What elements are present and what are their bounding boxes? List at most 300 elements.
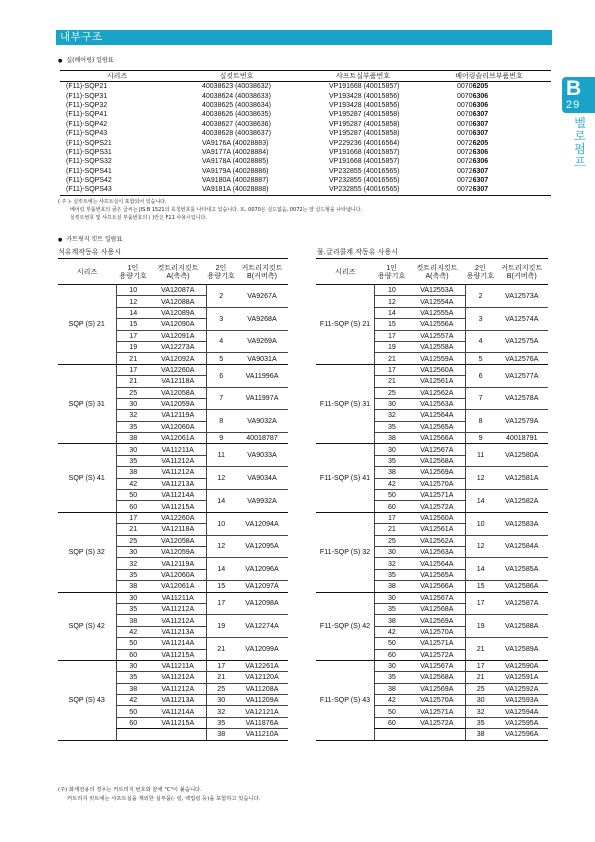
kit-b-cell: VA11997A — [236, 387, 288, 410]
kit-a-cell: VA12571A — [409, 490, 465, 501]
kit-a-cell: VA12571A — [409, 706, 465, 717]
capacity-code-cell: 3 — [465, 307, 495, 330]
capacity-code-cell: 38 — [375, 581, 409, 592]
note-line: ( 주 )- 실킷트에는 샤프트실이 포함되어 있습니다. — [58, 199, 167, 205]
kit-a-cell: VA11212A — [150, 672, 206, 683]
capacity-code-cell: 14 — [465, 558, 495, 581]
kit-b-cell: VA12584A — [496, 535, 548, 558]
kit-b-cell: VA11876A — [236, 717, 288, 728]
seal-parts-table — [60, 70, 551, 196]
kit-b-cell: VA11209A — [236, 695, 288, 706]
kit-b-cell: VA9268A — [236, 307, 288, 330]
capacity-code-cell: 38 — [116, 683, 150, 694]
kit-b-cell: VA12595A — [496, 717, 548, 728]
table-cell: 40038625 (40038634) — [202, 101, 271, 109]
series-cell: SQP (S) 41 — [58, 444, 116, 512]
kit-table-row — [316, 285, 548, 296]
capacity-code-cell: 60 — [116, 717, 150, 728]
right-table-title: 물.글리콜계 작동유 사용시 — [317, 248, 399, 256]
bearing-prefix: 0070 — [457, 120, 473, 128]
series-cell: SQP (S) 32 — [58, 512, 116, 592]
kit-a-cell: VA11212A — [150, 455, 206, 466]
kit-table-row — [58, 364, 288, 375]
kit-b-cell: VA12594A — [496, 706, 548, 717]
bearing-part-cell — [427, 82, 551, 92]
capacity-code-cell: 4 — [206, 330, 236, 353]
kit-b-cell: VA12580A — [496, 444, 548, 467]
capacity-code-cell: 12 — [465, 535, 495, 558]
bearing-prefix: 0072 — [457, 139, 473, 147]
kit-b-cell: VA12573A — [496, 285, 548, 308]
series-cell: SQP (S) 21 — [58, 285, 116, 365]
capacity-code-cell: 7 — [465, 387, 495, 410]
column-header: 시리즈 — [316, 259, 375, 285]
kit-a-cell: VA11211A — [150, 660, 206, 671]
kit-b-cell: VA9033A — [236, 444, 288, 467]
section-header-bar — [56, 30, 552, 45]
capacity-code-cell: 30 — [116, 444, 150, 455]
capacity-code-cell: 14 — [206, 558, 236, 581]
series-cell: F11-SQP (S) 43 — [316, 660, 375, 740]
kit-table-row — [58, 660, 288, 671]
kit-b-cell: VA12587A — [496, 592, 548, 615]
capacity-code-cell: 17 — [206, 660, 236, 671]
kit-a-cell: VA12119A — [150, 558, 206, 569]
capacity-code-cell: 10 — [116, 285, 150, 296]
kit-a-cell: VA12089A — [150, 307, 206, 318]
kit-b-cell: VA12583A — [496, 512, 548, 535]
chapter-label-char: 로 — [574, 129, 586, 143]
kit-a-cell: VA12118A — [150, 524, 206, 535]
capacity-code-cell: 50 — [375, 638, 409, 649]
capacity-code-cell: 38 — [116, 467, 150, 478]
kit-a-cell: VA12059A — [150, 398, 206, 409]
kit-b-cell: VA12591A — [496, 672, 548, 683]
kit-table-row — [58, 444, 288, 455]
footnote-line: 커트리지 킷트에는 샤프트실을 제외한 실부품(- 링, 백업링 등)을 포함하고 있습니다. — [67, 796, 261, 802]
capacity-code-cell: 11 — [206, 444, 236, 467]
chapter-label-char: 벨 — [574, 116, 586, 130]
kit-b-cell: VA12121A — [236, 706, 288, 717]
column-header: 베어링슬리브부품번호 — [427, 71, 551, 82]
capacity-code-cell: 17 — [375, 330, 409, 341]
kit-a-cell: VA12567A — [409, 660, 465, 671]
capacity-code-cell: 14 — [116, 307, 150, 318]
capacity-code-cell: 30 — [375, 592, 409, 603]
series-cell: F11-SQP (S) 21 — [316, 285, 375, 365]
kit-a-cell: VA12557A — [409, 330, 465, 341]
table-cell: (F11)-SQPS43 — [60, 185, 174, 195]
seal-table-row — [60, 82, 551, 92]
kit-table-row — [58, 285, 288, 296]
kit-a-cell: VA12563A — [409, 398, 465, 409]
capacity-code-cell: 17 — [375, 364, 409, 375]
kit-table-row — [316, 512, 548, 523]
capacity-code-cell: 19 — [375, 341, 409, 352]
kit-b-cell: VA12574A — [496, 307, 548, 330]
kit-b-cell: VA12582A — [496, 490, 548, 513]
table-cell: VA9177A (40028884) — [202, 148, 269, 156]
bearing-part-cell — [427, 120, 551, 129]
capacity-code-cell: 32 — [375, 558, 409, 569]
table-cell: VP191668 (40015857) — [329, 83, 400, 91]
capacity-code-cell: 8 — [206, 410, 236, 433]
kit-b-cell: VA12094A — [236, 512, 288, 535]
kit-table-header — [316, 259, 548, 285]
capacity-code-cell: 8 — [465, 410, 495, 433]
capacity-code-cell: 42 — [375, 695, 409, 706]
capacity-code-cell: 10 — [375, 285, 409, 296]
kit-b-cell: VA9034A — [236, 467, 288, 490]
column-header: 커트리지킷트 B(커버측) — [496, 259, 548, 285]
capacity-code-cell: 5 — [465, 353, 495, 364]
kit-a-cell: VA11212A — [150, 467, 206, 478]
capacity-code-cell: 15 — [375, 319, 409, 330]
capacity-code-cell: 35 — [116, 421, 150, 432]
kit-b-cell: VA9932A — [236, 490, 288, 513]
kit-a-cell: VA11212A — [150, 683, 206, 694]
kit-a-cell: VA12562A — [409, 535, 465, 546]
bearing-prefix: 0072 — [457, 158, 473, 166]
column-header: 실킷트번호 — [174, 71, 299, 82]
capacity-code-cell: 25 — [465, 683, 495, 694]
table-cell: (F11)-SQPS31 — [66, 148, 112, 156]
capacity-code-cell: 60 — [375, 717, 409, 728]
capacity-code-cell: 35 — [116, 455, 150, 466]
kit-b-cell: VA11996A — [236, 364, 288, 387]
series-cell: SQP (S) 42 — [58, 592, 116, 660]
bearing-part-cell — [427, 101, 551, 110]
capacity-code-cell: 25 — [116, 387, 150, 398]
capacity-code-cell: 14 — [206, 490, 236, 513]
kit-b-cell: VA11208A — [236, 683, 288, 694]
bearing-jis-number: 6205 — [472, 139, 489, 147]
capacity-code-cell: 14 — [375, 307, 409, 318]
series-cell: F11-SQP (S) 41 — [316, 444, 375, 512]
capacity-code-cell: 17 — [465, 592, 495, 615]
bearing-part-cell — [427, 176, 551, 185]
capacity-code-cell: 21 — [206, 672, 236, 683]
kit-b-cell: 40018787 — [236, 433, 288, 444]
kit-a-cell: VA12559A — [409, 353, 465, 364]
series-cell: SQP (S) 31 — [58, 364, 116, 444]
kit-b-cell: VA12578A — [496, 387, 548, 410]
kit-a-cell: VA12060A — [150, 421, 206, 432]
seal-table-row — [60, 185, 551, 195]
bearing-prefix: 0072 — [457, 186, 473, 194]
capacity-code-cell: 7 — [206, 387, 236, 410]
kit-a-cell: VA12570A — [409, 695, 465, 706]
kit-a-cell: VA11213A — [150, 695, 206, 706]
capacity-code-cell: 30 — [116, 398, 150, 409]
bearing-prefix: 0070 — [457, 83, 473, 91]
capacity-code-cell: 32 — [206, 706, 236, 717]
bearing-part-cell — [427, 167, 551, 176]
bearing-part-cell — [427, 110, 551, 119]
capacity-code-cell: 10 — [206, 512, 236, 535]
kit-a-cell: VA12572A — [409, 649, 465, 660]
kit-a-cell: VA12565A — [409, 421, 465, 432]
bearing-part-cell — [427, 157, 551, 166]
kit-b-cell: VA12593A — [496, 695, 548, 706]
capacity-code-cell: 21 — [206, 638, 236, 661]
kit-b-cell: VA12575A — [496, 330, 548, 353]
cartridge-footnotes — [58, 786, 260, 804]
kit-b-cell: VA9031A — [236, 353, 288, 364]
capacity-code-cell: 60 — [375, 501, 409, 512]
capacity-code-cell: 30 — [375, 660, 409, 671]
capacity-code-cell: 6 — [206, 364, 236, 387]
capacity-code-cell: 42 — [375, 626, 409, 637]
kit-a-cell: VA11212A — [150, 615, 206, 626]
series-cell: F11-SQP (S) 32 — [316, 512, 375, 592]
column-header: 컷트리지킷트 A(축측) — [150, 259, 206, 285]
kit-table-row — [58, 512, 288, 523]
chapter-label-char: 프 — [574, 155, 586, 169]
capacity-code-cell: 35 — [206, 717, 236, 728]
column-header: 시리즈 — [60, 71, 174, 82]
kit-a-cell: VA12566A — [409, 581, 465, 592]
capacity-code-cell: 50 — [375, 706, 409, 717]
kit-a-cell: VA11214A — [150, 490, 206, 501]
capacity-code-cell: 30 — [116, 592, 150, 603]
kit-a-cell: VA12568A — [409, 603, 465, 614]
kit-b-cell: VA12098A — [236, 592, 288, 615]
kit-a-cell: VA12554A — [409, 296, 465, 307]
table-cell: (F11)-SQPS21 — [66, 139, 112, 147]
capacity-code-cell: 35 — [116, 603, 150, 614]
kit-a-cell: VA12564A — [409, 558, 465, 569]
seal-table-row — [60, 138, 551, 147]
table-cell: VP193428 (40015856) — [329, 92, 400, 100]
kit-a-cell: VA12058A — [150, 535, 206, 546]
capacity-code-cell: 21 — [375, 524, 409, 535]
column-header: 커트리지킷트 B(커버측) — [236, 259, 288, 285]
kit-a-cell: VA11213A — [150, 478, 206, 489]
kit-b-cell: VA12120A — [236, 672, 288, 683]
kit-b-cell: VA12590A — [496, 660, 548, 671]
kit-b-cell: VA12096A — [236, 558, 288, 581]
seal-table-row — [60, 148, 551, 157]
table-cell: (F11)-SQP43 — [66, 130, 108, 138]
footnote-line: (주) 화재전용의 경우는 커트리지 번호와 끝에 "C"이 붙습니다. — [58, 787, 202, 793]
bearing-jis-number: 6306 — [472, 148, 489, 156]
bearing-jis-number: 6307 — [472, 186, 489, 194]
bearing-jis-number: 6307 — [472, 111, 489, 119]
series-cell: SQP (S) 43 — [58, 660, 116, 740]
kit-b-cell: 40018791 — [496, 433, 548, 444]
table-cell: VP195287 (40015858) — [329, 120, 400, 128]
table-cell: (F11)-SQP32 — [66, 101, 108, 109]
kit-a-cell: VA12564A — [409, 410, 465, 421]
bearing-jis-number: 6307 — [472, 167, 489, 175]
bearing-part-cell — [427, 148, 551, 157]
table-cell: VA9181A (40028888) — [174, 185, 299, 195]
kit-a-cell: VA12058A — [150, 387, 206, 398]
kit-a-cell: VA12569A — [409, 683, 465, 694]
capacity-code-cell: 12 — [206, 467, 236, 490]
capacity-code-cell: 38 — [116, 433, 150, 444]
bearing-prefix: 0070 — [457, 101, 473, 109]
capacity-code-cell: 15 — [116, 319, 150, 330]
kit-a-cell: VA12560A — [409, 364, 465, 375]
table-cell: (F11)-SQPS42 — [66, 177, 112, 185]
capacity-code-cell: 30 — [206, 695, 236, 706]
chapter-label-char: 펌 — [574, 142, 586, 156]
column-header: 2인 용량기호 — [465, 259, 495, 285]
kit-b-cell: VA12274A — [236, 615, 288, 638]
kit-a-cell: VA12568A — [409, 455, 465, 466]
capacity-code-cell: 38 — [116, 615, 150, 626]
table-cell: VA9180A (40028887) — [202, 177, 269, 185]
capacity-code-cell: 15 — [206, 581, 236, 592]
capacity-code-cell: 21 — [116, 376, 150, 387]
chapter-tab — [562, 77, 595, 113]
seal-table-row — [60, 120, 551, 129]
capacity-code-cell: 30 — [375, 444, 409, 455]
kit-a-cell: VA12563A — [409, 546, 465, 557]
capacity-code-cell: 19 — [465, 615, 495, 638]
section-title: 내부구조 — [60, 31, 103, 43]
kit-a-cell: VA11215A — [150, 717, 206, 728]
table-cell: VP193428 (40015856) — [329, 101, 400, 109]
empty-cell — [409, 729, 465, 740]
capacity-code-cell: 30 — [116, 546, 150, 557]
column-header: 1인 용량기호 — [375, 259, 409, 285]
capacity-code-cell: 2 — [465, 285, 495, 308]
bearing-jis-number: 6306 — [472, 101, 489, 109]
capacity-code-cell: 25 — [375, 535, 409, 546]
kit-b-cell: VA12576A — [496, 353, 548, 364]
kit-a-cell: VA12572A — [409, 501, 465, 512]
capacity-code-cell: 42 — [375, 478, 409, 489]
capacity-code-cell: 60 — [116, 649, 150, 660]
bearing-jis-number: 6306 — [472, 92, 489, 100]
kit-a-cell: VA12060A — [150, 569, 206, 580]
capacity-code-cell: 15 — [465, 581, 495, 592]
kit-a-cell: VA11215A — [150, 649, 206, 660]
kit-a-cell: VA12558A — [409, 341, 465, 352]
table-cell: 40038624 (40038633) — [202, 92, 271, 100]
bearing-part-cell — [427, 138, 551, 147]
kit-a-cell: VA12569A — [409, 467, 465, 478]
column-header: 2인 용량기호 — [206, 259, 236, 285]
kit-a-cell: VA12119A — [150, 410, 206, 421]
table-cell: (F11)-SQP42 — [66, 120, 108, 128]
column-header: 시리즈 — [58, 259, 116, 285]
kit-b-cell: VA12097A — [236, 581, 288, 592]
cartridge-table-title: ● 카트릿지 킷트 일람표 — [58, 236, 122, 244]
kit-b-cell: VA12581A — [496, 467, 548, 490]
table-cell: VA9179A (40028886) — [202, 167, 269, 175]
kit-table-row — [316, 660, 548, 671]
kit-a-cell: VA12061A — [150, 581, 206, 592]
table-cell: VP232855 (40016565) — [329, 167, 400, 175]
kit-b-cell: VA9267A — [236, 285, 288, 308]
kit-a-cell: VA12260A — [150, 512, 206, 523]
capacity-code-cell: 10 — [465, 512, 495, 535]
table-cell: (F11)-SQPS41 — [66, 167, 112, 175]
table-cell: VA9178A (40028885) — [202, 158, 269, 166]
bearing-prefix: 0070 — [457, 130, 473, 138]
table-cell: VP195287 (40015858) — [329, 130, 400, 138]
note-line: 베어링 부품번호의 굵은 글씨는 JIS B 1521의 호칭번호를 나타내고 있습니다. 또, 0070은 실드없음, 0072는 양 실드형을 나타냅니다. — [70, 207, 363, 213]
capacity-code-cell: 12 — [465, 467, 495, 490]
kit-b-cell: VA12596A — [496, 729, 548, 740]
capacity-code-cell: 50 — [116, 706, 150, 717]
kit-a-cell: VA12092A — [150, 353, 206, 364]
kit-a-cell: VA12061A — [150, 433, 206, 444]
capacity-code-cell: 50 — [375, 490, 409, 501]
capacity-code-cell: 21 — [375, 376, 409, 387]
bearing-prefix: 0072 — [457, 167, 473, 175]
capacity-code-cell: 60 — [116, 501, 150, 512]
column-header: 샤프트실부품번호 — [299, 71, 427, 82]
capacity-code-cell: 38 — [375, 467, 409, 478]
kit-a-cell: VA12087A — [150, 285, 206, 296]
kit-a-cell: VA11215A — [150, 501, 206, 512]
table-cell: 40038626 (40038635) — [202, 111, 271, 119]
capacity-code-cell: 35 — [116, 672, 150, 683]
kit-a-cell: VA12571A — [409, 638, 465, 649]
capacity-code-cell: 38 — [465, 729, 495, 740]
capacity-code-cell: 35 — [465, 717, 495, 728]
kit-a-cell: VA12569A — [409, 615, 465, 626]
capacity-code-cell: 9 — [465, 433, 495, 444]
kit-a-cell: VA11214A — [150, 706, 206, 717]
series-cell: F11-SQP (S) 31 — [316, 364, 375, 444]
kit-b-cell: VA12095A — [236, 535, 288, 558]
kit-b-cell: VA12099A — [236, 638, 288, 661]
cartridge-table-petroleum — [58, 258, 288, 741]
kit-a-cell: VA11211A — [150, 444, 206, 455]
kit-a-cell: VA12560A — [409, 512, 465, 523]
kit-a-cell: VA11214A — [150, 638, 206, 649]
capacity-code-cell: 35 — [375, 672, 409, 683]
capacity-code-cell: 19 — [206, 615, 236, 638]
capacity-code-cell: 50 — [116, 638, 150, 649]
seal-table-row — [60, 176, 551, 185]
capacity-code-cell: 30 — [375, 398, 409, 409]
seal-table-row — [60, 101, 551, 110]
kit-a-cell: VA12561A — [409, 524, 465, 535]
kit-a-cell: VA12572A — [409, 717, 465, 728]
kit-table-row — [316, 592, 548, 603]
kit-a-cell: VA12570A — [409, 478, 465, 489]
capacity-code-cell: 14 — [465, 490, 495, 513]
capacity-code-cell: 17 — [465, 660, 495, 671]
column-header: 1인 용량기호 — [116, 259, 150, 285]
chapter-letter: B — [566, 77, 582, 100]
capacity-code-cell: 35 — [116, 569, 150, 580]
capacity-code-cell: 32 — [375, 410, 409, 421]
seal-table-row — [60, 129, 551, 138]
kit-b-cell: VA12579A — [496, 410, 548, 433]
kit-b-cell: VA11210A — [236, 729, 288, 740]
cartridge-table-water-glycol — [316, 258, 548, 741]
capacity-code-cell: 2 — [206, 285, 236, 308]
table-cell: VA9176A (40028883) — [202, 139, 269, 147]
capacity-code-cell: 35 — [375, 603, 409, 614]
kit-a-cell: VA12556A — [409, 319, 465, 330]
capacity-code-cell: 32 — [116, 558, 150, 569]
empty-cell — [150, 729, 206, 740]
capacity-code-cell: 17 — [116, 512, 150, 523]
capacity-code-cell: 19 — [116, 341, 150, 352]
left-table-title: 석유계작동유 사용시 — [58, 248, 122, 256]
bearing-jis-number: 6307 — [472, 120, 489, 128]
capacity-code-cell: 30 — [116, 660, 150, 671]
